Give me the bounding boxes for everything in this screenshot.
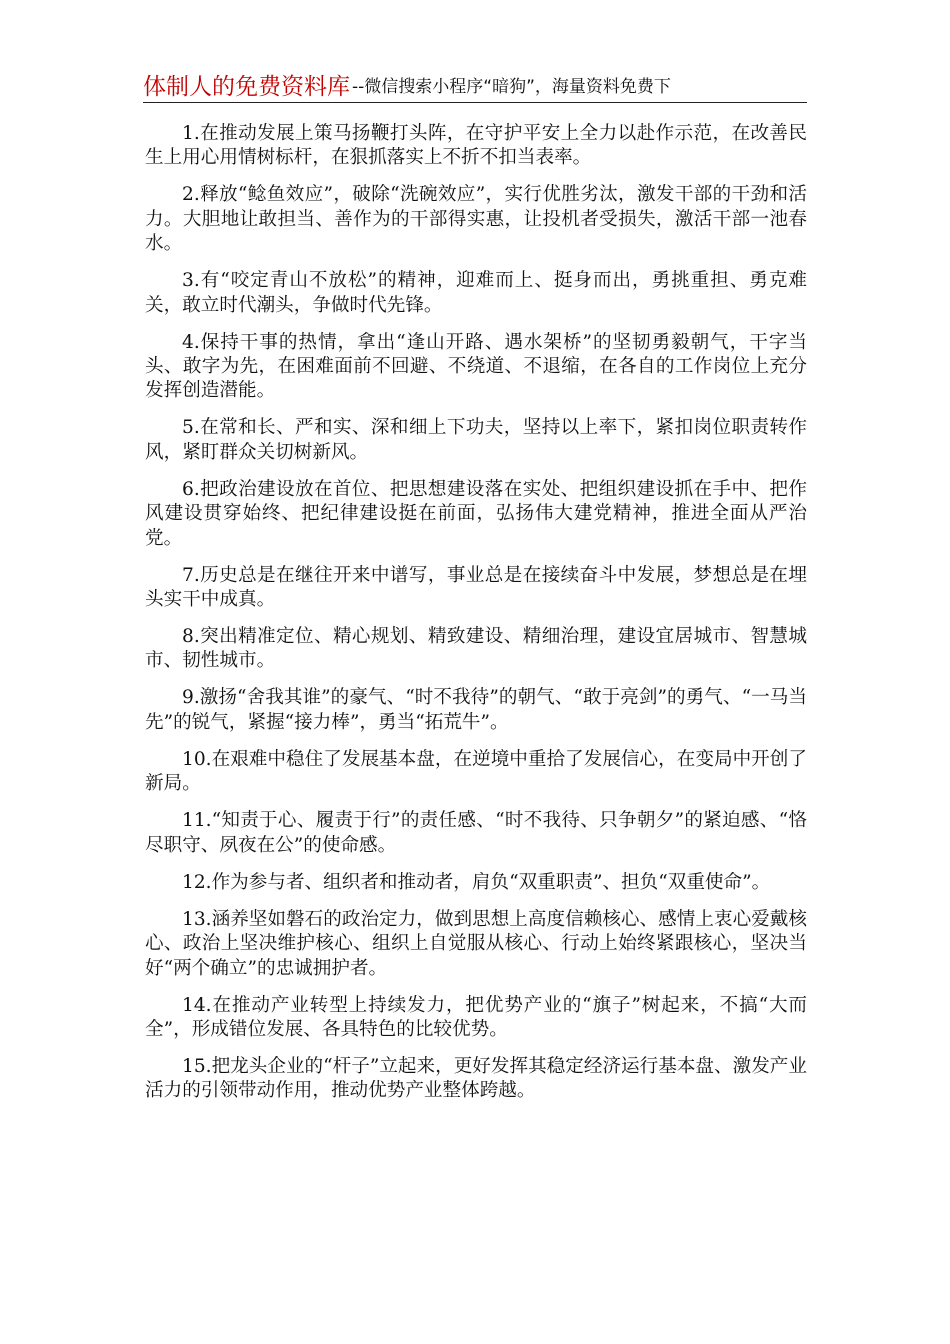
list-item: 2.释放“鲶鱼效应”，破除“洗碗效应”，实行优胜劣汰，激发干部的干劲和活力。大胆地让敢担当、善作为的干部得实惠，让投机者受损失，激活干部一池春水。 <box>145 184 807 255</box>
list-item: 6.把政治建设放在首位、把思想建设落在实处、把组织建设抓在手中、把作风建设贯穿始终、把纪律建设挺在前面，弘扬伟大建党精神，推进全面从严治党。 <box>145 478 807 549</box>
list-item: 14.在推动产业转型上持续发力，把优势产业的“旗子”树起来，不搞“大而全”，形成错位发展、各具特色的比较优势。 <box>145 994 807 1040</box>
document-body <box>145 122 807 1116</box>
list-item: 7.历史总是在继往开来中谱写，事业总是在接续奋斗中发展，梦想总是在埋头实干中成真。 <box>145 564 807 611</box>
header-brand: 体制人的免费资料库 <box>143 74 350 100</box>
list-item: 8.突出精准定位、精心规划、精致建设、精细治理，建设宜居城市、智慧城市、韧性城市。 <box>145 626 807 672</box>
list-item: 9.激扬“舍我其谁”的豪气、“时不我待”的朝气、“敢于亮剑”的勇气、“一马当先”的锐气，紧握“接力棒”，勇当“拓荒牛”。 <box>145 687 807 733</box>
list-item: 12.作为参与者、组织者和推动者，肩负“双重职责”、担负“双重使命”。 <box>182 871 771 893</box>
list-item: 4.保持干事的热情，拿出“逢山开路、遇水架桥”的坚韧勇毅朝气，干字当头、敢字为先，在困难面前不回避、不绕道、不退缩，在各自的工作岗位上充分发挥创造潜能。 <box>145 331 807 402</box>
list-item: 11.“知责于心、履责于行”的责任感、“时不我待、只争朝夕”的紧迫感、“恪尽职守、夙夜在公”的使命感。 <box>145 810 807 856</box>
header-promo: --微信搜索小程序“暗狗”，海量资料免费下 <box>352 77 671 97</box>
page-header <box>143 70 807 103</box>
list-item: 3.有“咬定青山不放松”的精神，迎难而上、挺身而出，勇挑重担、勇克难关，敢立时代潮头，争做时代先锋。 <box>145 270 807 316</box>
list-item: 15.把龙头企业的“杆子”立起来，更好发挥其稳定经济运行基本盘、激发产业活力的引领带动作用，推动优势产业整体跨越。 <box>145 1055 807 1102</box>
list-item: 1.在推动发展上策马扬鞭打头阵，在守护平安上全力以赴作示范，在改善民生上用心用情树标杆，在狠抓落实上不折不扣当表率。 <box>145 123 807 169</box>
list-item: 5.在常和长、严和实、深和细上下功夫，坚持以上率下，紧扣岗位职责转作风，紧盯群众关切树新风。 <box>145 417 807 463</box>
list-item: 10.在艰难中稳住了发展基本盘，在逆境中重拾了发展信心，在变局中开创了新局。 <box>145 748 807 795</box>
list-item: 13.涵养坚如磐石的政治定力，做到思想上高度信赖核心、感情上衷心爱戴核心、政治上坚决维护核心、组织上自觉服从核心、行动上始终紧跟核心，坚决当好“两个确立”的忠诚拥护者。 <box>145 908 807 979</box>
